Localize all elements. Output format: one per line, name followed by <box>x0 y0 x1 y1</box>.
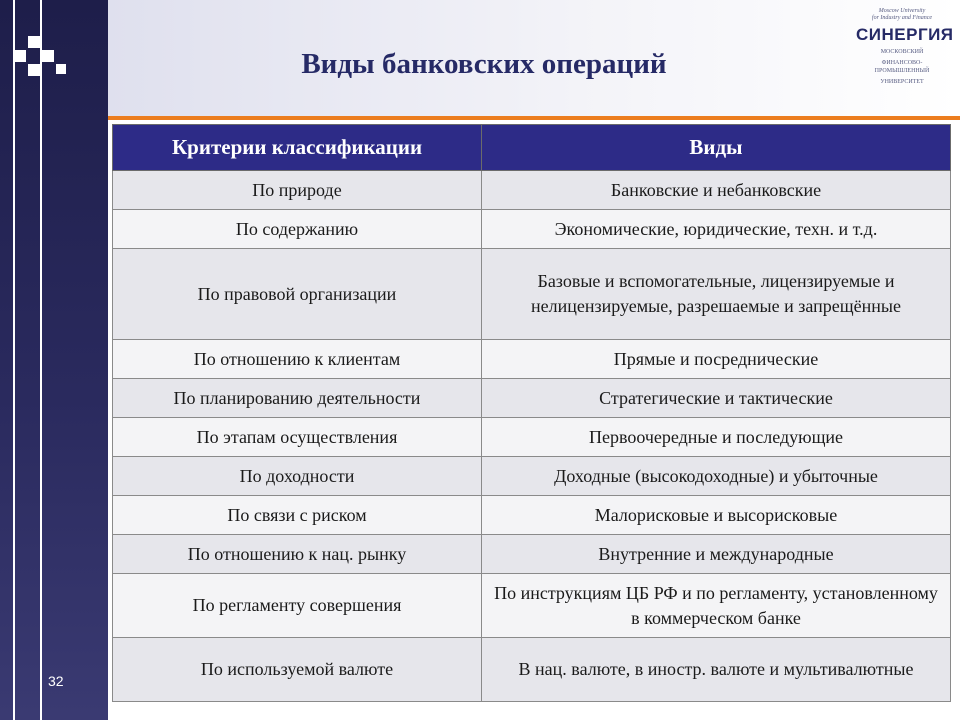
table-row <box>113 340 951 379</box>
criterion-cell: По правовой организации <box>113 249 482 340</box>
decor-line <box>13 0 15 720</box>
criterion-cell: По отношению к клиентам <box>113 340 482 379</box>
types-cell: Прямые и посреднические <box>482 340 951 379</box>
criterion-cell: По природе <box>113 171 482 210</box>
decor-square <box>42 50 54 62</box>
table-row <box>113 496 951 535</box>
decor-square <box>28 64 40 76</box>
header-criteria: Критерии классификации <box>113 125 482 171</box>
types-cell: Внутренние и международные <box>482 535 951 574</box>
table-row <box>113 379 951 418</box>
criterion-cell: По связи с риском <box>113 496 482 535</box>
table-row <box>113 638 951 702</box>
operations-table <box>112 124 951 702</box>
logo-bottom-line: МОСКОВСКИЙ <box>880 49 924 55</box>
types-cell: Банковские и небанковские <box>482 171 951 210</box>
synergy-logo <box>856 8 954 106</box>
logo-top-line: Moscow University <box>878 8 926 14</box>
header-types: Виды <box>482 125 951 171</box>
left-decorative-band <box>0 0 108 720</box>
types-cell: В нац. валюте, в иностр. валюте и мультивалютные <box>482 638 951 702</box>
decor-line <box>40 0 42 720</box>
accent-rule <box>108 116 960 120</box>
types-cell: Малорисковые и высорисковые <box>482 496 951 535</box>
criterion-cell: По отношению к нац. рынку <box>113 535 482 574</box>
types-cell: Стратегические и тактические <box>482 379 951 418</box>
criterion-cell: По этапам осуществления <box>113 418 482 457</box>
table-row <box>113 249 951 340</box>
types-cell: Базовые и вспомогательные, лицензируемые и нелицензируемые, разрешаемые и запрещённые <box>482 249 951 340</box>
table-row <box>113 457 951 496</box>
criterion-cell: По планированию деятельности <box>113 379 482 418</box>
criterion-cell: По содержанию <box>113 210 482 249</box>
types-cell: Доходные (высокодоходные) и убыточные <box>482 457 951 496</box>
logo-bottom-line: УНИВЕРСИТЕТ <box>880 79 924 85</box>
table-row <box>113 210 951 249</box>
criterion-cell: По используемой валюте <box>113 638 482 702</box>
logo-name: СИНЕРГИЯ <box>856 25 954 44</box>
table-row <box>113 171 951 210</box>
criterion-cell: По доходности <box>113 457 482 496</box>
criterion-cell: По регламенту совершения <box>113 574 482 638</box>
decor-square <box>56 64 66 74</box>
decor-square <box>28 36 40 48</box>
decor-square <box>14 50 26 62</box>
page-number: 32 <box>48 673 64 689</box>
table-row <box>113 535 951 574</box>
types-cell: Первоочередные и последующие <box>482 418 951 457</box>
logo-bottom-line: ФИНАНСОВО-ПРОМЫШЛЕННЫЙ <box>874 60 930 74</box>
table-header-row <box>113 125 951 171</box>
types-cell: Экономические, юридические, техн. и т.д. <box>482 210 951 249</box>
slide-title: Виды банковских операций <box>301 48 667 80</box>
table-row <box>113 418 951 457</box>
types-cell: По инструкциям ЦБ РФ и по регламенту, установленному в коммерческом банке <box>482 574 951 638</box>
table-row <box>113 574 951 638</box>
logo-top-line: for Industry and Finance <box>871 15 933 21</box>
